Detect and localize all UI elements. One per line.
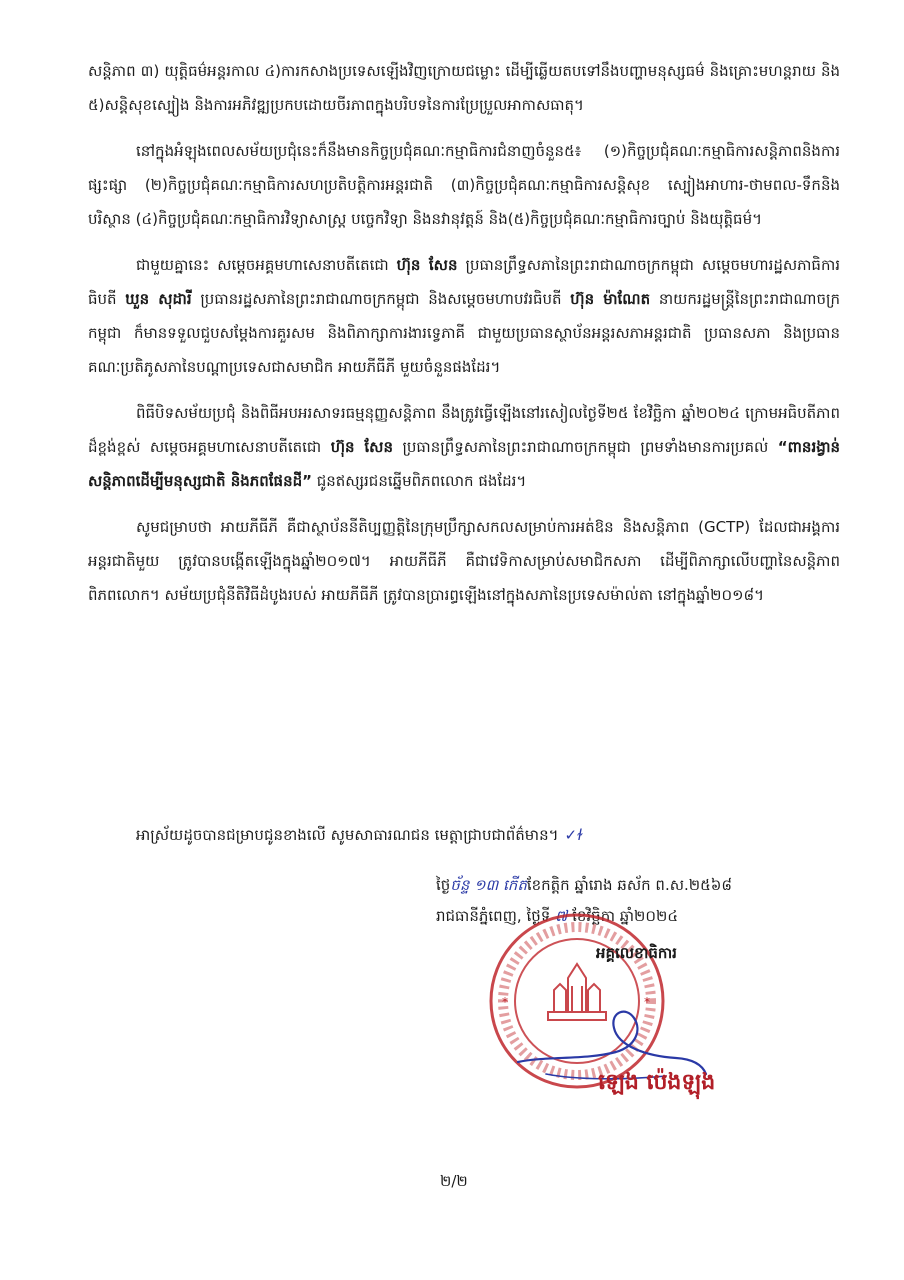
name-hun-manet: ហ៊ុន ម៉ាណែត — [570, 290, 651, 308]
paragraph-5: សូមជម្រាបថា អាយភីធីភី គឺជាស្ថាប័ននីតិប្បញ្ញត្តិនៃក្រុមប្រឹក្សាសកលសម្រាប់ការអត់ឱន និងសន្តិភាព (GCTP) ដែលជាអង្គការអន្តរជាតិមួយ ត្រូវបានបង្កើតឡើងក្នុងឆ្នាំ២០១៧។ អាយភីធីភី គឺជាវេទិកាសម្រាប់សមាជិកសភា ដើម្បីពិភាក្សាលើបញ្ហានៃសន្តិភាពពិភពលោក។ សម័យប្រជុំនីតិវិធីដំបូងរបស់ អាយភីធីភី ត្រូវបានប្រារព្ធឡើងនៅក្នុងសភានៃប្រទេសម៉ាល់តា នៅក្នុងឆ្នាំ២០១៨។ — [88, 518, 840, 604]
document-body — [88, 54, 840, 624]
signer-name: ឡេង ប៉េងឡុង — [598, 1070, 716, 1095]
page-number: ២/២ — [440, 1172, 468, 1190]
day-prefix: ថ្ងៃ — [436, 876, 451, 894]
lunar-date-line — [436, 870, 856, 901]
para4-text-2: ប្រធានព្រឹទ្ធសភានៃព្រះរាជាណាចក្រកម្ពុជា ព្រមទាំងមានការប្រគល់ — [392, 438, 778, 456]
para4-text-3: ជូនឥស្សរជនឆ្នើមពិភពលោក ផងដែរ។ — [311, 472, 527, 490]
closing-text: អាស្រ័យដូចបានជម្រាបជូនខាងលើ សូមសាធារណជន មេត្តាជ្រាបជាព័ត៌មាន។ — [136, 826, 559, 844]
paragraph-4 — [88, 396, 840, 498]
pen-initial-mark: ✓ɫ — [564, 826, 583, 844]
svg-text:*: * — [644, 995, 650, 1009]
para3-text-4: នាយករដ្ឋមន្ត្រីនៃព្រះរាជាណាចក្រកម្ពុជា ក៏មានទទួលជួបសម្តែងការគួរសម និងពិភាក្សាការងារទ្វេភាគី ជាមួយប្រធានស្ថាប័នអន្តរសភាអន្តរជាតិ ប្រធានសភា និងប្រធានគណៈប្រតិភូសភានៃបណ្តាប្រទេសជាសមាជិក អាយភីធីភី មួយចំនួនផងដែរ។ — [88, 290, 840, 376]
lunar-date-handwritten: ច័ន្ទ ១៣ កើត — [450, 876, 527, 894]
day-handwritten: ៧ — [555, 907, 568, 925]
para3-text-1: ជាមួយគ្នានេះ សម្តេចអគ្គមហាសេនាបតីតេជោ — [136, 256, 397, 274]
name-hun-sen-2: ហ៊ុន សែន — [330, 438, 393, 456]
paragraph-3 — [88, 248, 840, 384]
award-title: “ពានរង្វាន់សន្តិភាពដើម្បីមនុស្សជាតិ និងភពផែនដី” — [88, 438, 841, 490]
para3-text-2: ប្រធានព្រឹទ្ធសភានៃព្រះរាជាណាចក្រកម្ពុជា សម្តេចមហារដ្ឋសភាធិការធិបតី — [88, 256, 840, 308]
para4-text-1: ពិធីបិទសម័យប្រជុំ និងពិធីអបអរសាទរធម្មនុញ្ញសន្តិភាព នឹងត្រូវធ្វើឡើងនៅរសៀលថ្ងៃទី២៥ ខែវិច្ឆិកា ឆ្នាំ២០២៤ ក្រោមអធិបតីភាពដ៏ខ្ពង់ខ្ពស់ សម្តេចអគ្គមហាសេនាបតីតេជោ — [88, 404, 840, 456]
place-prefix: រាជធានីភ្នំពេញ, ថ្ងៃទី — [436, 907, 556, 925]
closing-line — [136, 820, 836, 850]
office-title: អគ្គលេខាធិការ — [596, 944, 677, 962]
name-khuon-sudary: ឃួន សុដារី — [125, 290, 192, 308]
para3-text-3: ប្រធានរដ្ឋសភានៃព្រះរាជាណាចក្រកម្ពុជា និងសម្តេចមហាបវរធិបតី — [191, 290, 571, 308]
svg-text:*: * — [502, 995, 508, 1009]
place-date-rest: ខែវិច្ឆិកា ឆ្នាំ២០២៤ — [567, 907, 678, 925]
paragraph-1: សន្តិភាព ៣) យុត្តិធម៌អន្តរកាល ៤)ការកសាងប្រទេសឡើងវិញក្រោយជម្លោះ ដើម្បីឆ្លើយតបទៅនឹងបញ្ហាមនុស្សធម៌ និងគ្រោះមហន្តរាយ និង ៥)សន្តិសុខស្បៀង និងការអភិវឌ្ឍប្រកបដោយចីរភាពក្នុងបរិបទនៃការប្រែប្រួលអាកាសធាតុ។ — [88, 62, 840, 114]
lunar-date-rest: ខែកត្តិក ឆ្នាំរោង ឆស័ក ព.ស.២៥៦៨ — [526, 876, 732, 894]
paragraph-2: នៅក្នុងអំឡុងពេលសម័យប្រជុំនេះក៏នឹងមានកិច្ចប្រជុំគណៈកម្មាធិការជំនាញចំនួន៥៖ (១)កិច្ចប្រជុំគណៈកម្មាធិការសន្តិភាពនិងការផ្សះផ្សា (២)កិច្ចប្រជុំគណៈកម្មាធិការសហប្រតិបត្តិការអន្តរជាតិ (៣)កិច្ចប្រជុំគណៈកម្មាធិការសន្តិសុខ ស្បៀងអាហារ-ថាមពល-ទឹកនិងបរិស្ថាន (៤)កិច្ចប្រជុំគណៈកម្មាធិការវិទ្យាសាស្ត្រ បច្ចេកវិទ្យា និងនវានុវត្តន៍ និង(៥)កិច្ចប្រជុំគណៈកម្មាធិការច្បាប់ និងយុត្តិធម៌។ — [88, 142, 840, 228]
name-hun-sen: ហ៊ុន សែន — [396, 256, 458, 274]
